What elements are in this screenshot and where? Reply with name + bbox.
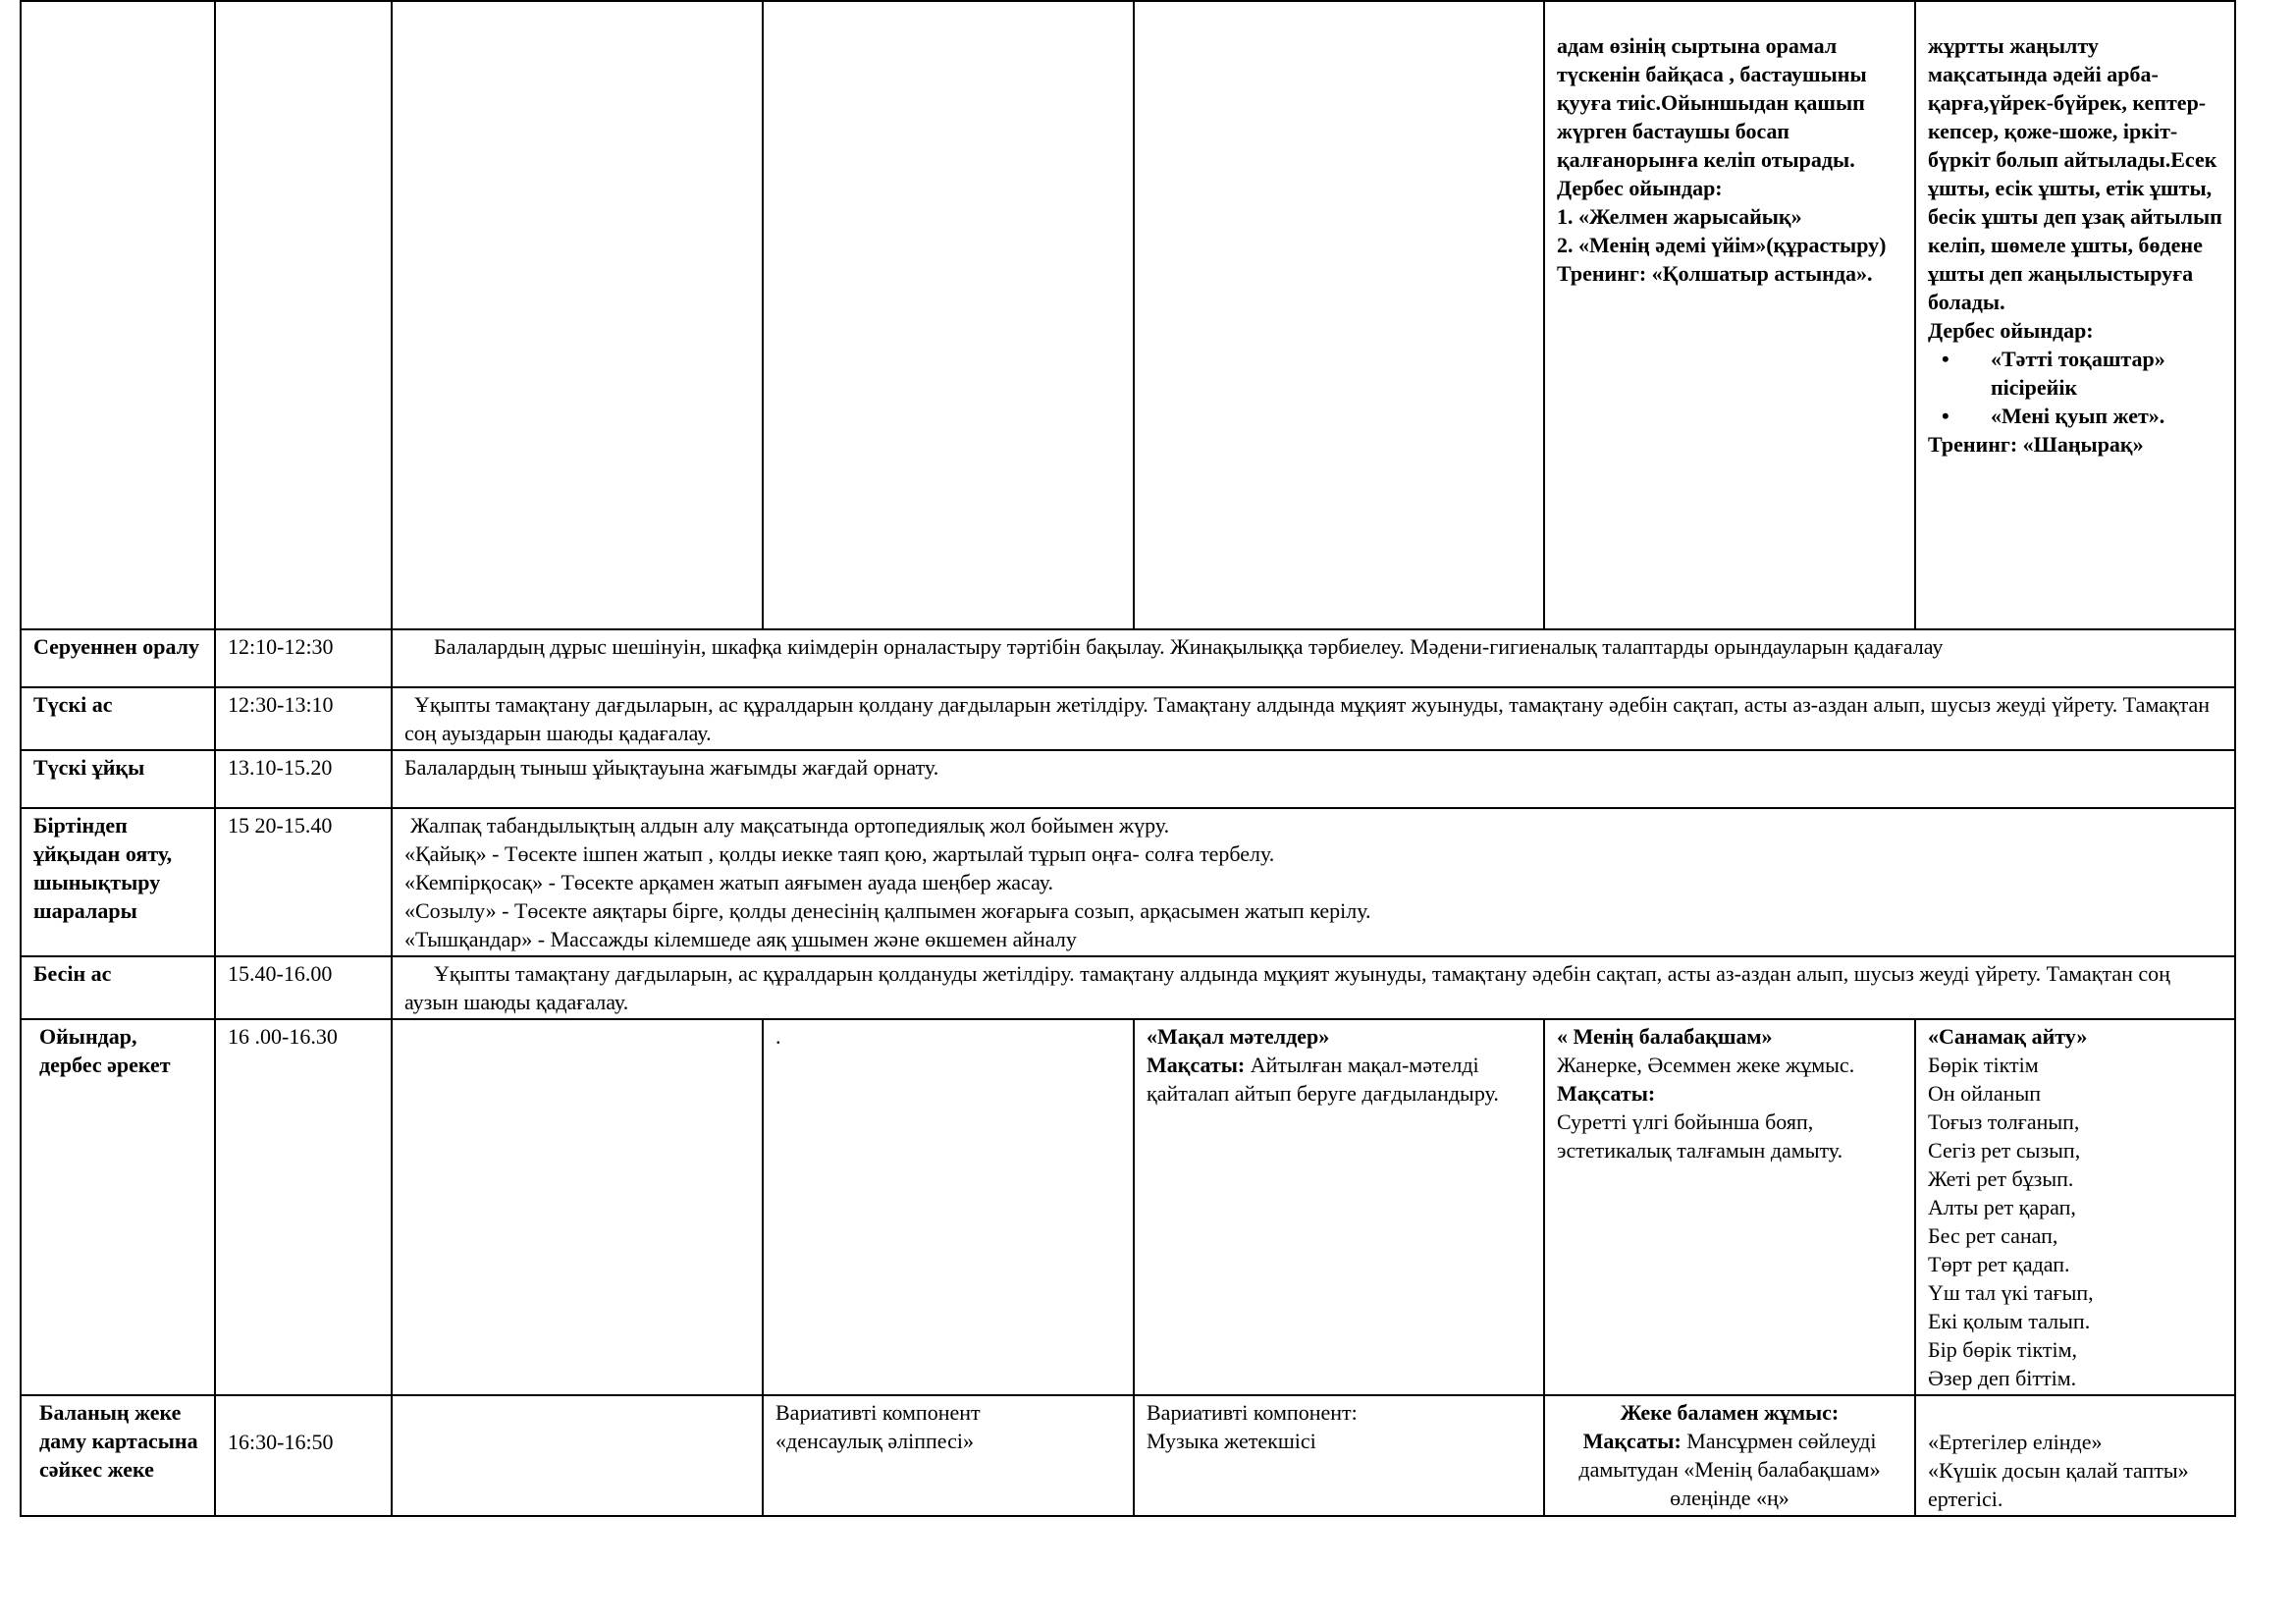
continuation-row xyxy=(21,1,2235,629)
rhyme-line: Алты рет қарап, xyxy=(1928,1195,2076,1219)
tongue-twister-text: жұртты жаңылту мақсатында әдейі арба-қарға,үйрек-бүйрек, кептер- кепсер, қоже-шоже, іркіт- бүркіт болып айтылады.Есек ұшты, есік ұшты, етік ұшты, бесік ұшты деп ұзақ айтылып келіп, шөмеле ұшты, бөдене ұшты деп жаңылыстыруға болады. xyxy=(1928,33,2222,314)
rhyme-line: Бес рет санап, xyxy=(1928,1223,2058,1248)
game-description-text: адам өзінің сыртына орамал түскенін байқаса , бастаушыны қууға тиіс.Ойыншыдан қашып жүрген бастаушы босап қалғанорынға келіп отырады. xyxy=(1557,33,1867,172)
my-kindergarten-cell xyxy=(1544,1019,1915,1395)
independent-games-heading: Дербес ойындар: xyxy=(1928,318,2094,343)
fairy-tale-line: «Күшік досын қалай тапты» ертегісі. xyxy=(1928,1458,2189,1511)
games-cell: . xyxy=(763,1019,1134,1395)
empty-cell xyxy=(1134,1,1544,629)
counting-rhyme-title: «Санамақ айту» xyxy=(1928,1024,2088,1049)
activity-description: Ұқыпты тамақтану дағдыларын, ас құралдарын қолдануды жетілдіру. тамақтану алдында мұқият жуынуды, тамақтану әдебін сақтап, асты аз-аздан алып, шусыз жеуді үйрету. Тамақтан соң аузын шаюды қадағалау. xyxy=(392,956,2235,1019)
table-row xyxy=(21,629,2235,687)
activity-line: «Созылу» - Төсекте аяқтары бірге, қолды денесінің қалпымен жоғарыға созып, арқасымен жатып керілу. xyxy=(404,898,1371,923)
activity-description: Балалардың тыныш ұйықтауына жағымды жағдай орнату. xyxy=(392,750,2235,808)
activity-time: 16 .00-16.30 xyxy=(215,1019,392,1395)
proverbs-cell xyxy=(1134,1019,1544,1395)
rhyme-line: Сегіз рет сызып, xyxy=(1928,1138,2081,1163)
activity-time: 15 20-15.40 xyxy=(215,808,392,956)
goal-text: Мансұрмен сөйлеуді дамытудан «Менің балабақшам» өлеңінде «ң» xyxy=(1578,1429,1881,1510)
game-item: 2. «Менің әдемі үйім»(құрастыру) xyxy=(1557,233,1887,257)
variative-component-cell xyxy=(763,1395,1134,1516)
activity-description xyxy=(392,808,2235,956)
activity-description-text: Ұқыпты тамақтану дағдыларын, ас құралдарын қолдану дағдыларын жетілдіру. Тамақтану алдында мұқият жуынуды, тамақтану әдебін сақтап, асты аз-аздан алып, шусыз жеуді үйрету. Тамақтан соң ауыздарын шаюды қадағалау. xyxy=(404,692,2211,745)
activity-name: Ойындар, дербес әрекет xyxy=(21,1019,215,1395)
proverbs-title: «Мақал мәтелдер» xyxy=(1147,1024,1330,1049)
training-text: Тренинг: «Шаңырақ» xyxy=(1928,432,2144,457)
table-row xyxy=(21,1395,2235,1516)
activity-time: 16:30-16:50 xyxy=(215,1395,392,1516)
training-text: Тренинг: «Қолшатыр астында». xyxy=(1557,261,1873,286)
table-row xyxy=(21,750,2235,808)
game-item: 1. «Желмен жарысайық» xyxy=(1557,204,1802,229)
my-kindergarten-title: « Менің балабақшам» xyxy=(1557,1024,1773,1049)
game-item: • «Мені қуып жет». xyxy=(1991,402,2222,430)
individual-work-cell xyxy=(1544,1395,1915,1516)
activity-description: Балалардың дұрыс шешінуін, шкафқа киімдерін орналастыру тәртібін бақылау. Жинақылыққа тәрбиелеу. Мәдени-гигиеналық талаптарды орындауларын қадағалау xyxy=(392,629,2235,687)
rhyme-line: Тоғыз толғанып, xyxy=(1928,1110,2080,1134)
counting-rhyme-cell xyxy=(1915,1019,2235,1395)
activity-time: 15.40-16.00 xyxy=(215,956,392,1019)
activity-line: Жалпақ табандылықтың алдын алу мақсатында ортопедиялық жол бойымен жүру. xyxy=(410,813,1170,838)
variative-topic: «денсаулық әліппесі» xyxy=(775,1429,974,1453)
rhyme-line: Екі қолым талып. xyxy=(1928,1309,2091,1333)
empty-cell xyxy=(392,1,763,629)
table-row xyxy=(21,956,2235,1019)
variative-component-cell xyxy=(1134,1395,1544,1516)
activity-description xyxy=(392,687,2235,750)
empty-cell xyxy=(215,1,392,629)
activity-time: 13.10-15.20 xyxy=(215,750,392,808)
table-row xyxy=(21,687,2235,750)
variative-topic: Музыка жетекшісі xyxy=(1147,1429,1316,1453)
variative-label: Вариативті компонент xyxy=(775,1400,981,1425)
fairy-tale-cell xyxy=(1915,1395,2235,1516)
goal-label: Мақсаты: xyxy=(1582,1429,1682,1453)
individual-work-title: Жеке баламен жұмыс: xyxy=(1620,1400,1840,1425)
rhyme-line: Үш тал үкі тағып, xyxy=(1928,1280,2094,1305)
activity-name: Түскі ұйқы xyxy=(21,750,215,808)
individual-work-text: Жанерке, Әсеммен жеке жұмыс. xyxy=(1557,1053,1855,1077)
game-description-cell xyxy=(1544,1,1915,629)
activity-name: Біртіндеп ұйқыдан ояту, шынықтыру шаралары xyxy=(21,808,215,956)
rhyme-line: Төрт рет қадап. xyxy=(1928,1252,2070,1276)
rhyme-line: Әзер деп біттім. xyxy=(1928,1366,2077,1390)
activity-time: 12:10-12:30 xyxy=(215,629,392,687)
empty-cell xyxy=(392,1395,763,1516)
activity-name: Серуеннен оралу xyxy=(21,629,215,687)
goal-text: Айтылған мақал-мәтелді қайталап айтып беруге дағдыландыру. xyxy=(1147,1053,1499,1106)
empty-cell xyxy=(763,1,1134,629)
goal-label: Мақсаты: xyxy=(1147,1053,1246,1077)
empty-cell xyxy=(21,1,215,629)
rhyme-line: Он ойланып xyxy=(1928,1081,2042,1106)
activity-name: Баланың жеке даму картасына сәйкес жеке xyxy=(21,1395,215,1516)
empty-cell xyxy=(392,1019,763,1395)
independent-games-heading: Дербес ойындар: xyxy=(1557,176,1723,200)
fairy-tale-line: «Ертегілер елінде» xyxy=(1928,1430,2103,1454)
activity-line: «Тышқандар» - Массажды кілемшеде аяқ ұшымен және өкшемен айналу xyxy=(404,927,1077,951)
daily-plan-table xyxy=(20,0,2236,1517)
game-list xyxy=(1928,345,2222,430)
variative-label: Вариативті компонент: xyxy=(1147,1400,1358,1425)
tongue-twister-cell xyxy=(1915,1,2235,629)
activity-name: Түскі ас xyxy=(21,687,215,750)
rhyme-line: Жеті рет бұзып. xyxy=(1928,1166,2074,1191)
rhyme-line: Бөрік тіктім xyxy=(1928,1053,2039,1077)
activity-name: Бесін ас xyxy=(21,956,215,1019)
activity-time: 12:30-13:10 xyxy=(215,687,392,750)
game-item: • «Тәтті тоқаштар» пісірейік xyxy=(1991,345,2222,402)
activity-line: «Кемпірқосақ» - Төсекте арқамен жатып аяғымен ауада шеңбер жасау. xyxy=(404,870,1054,894)
goal-label: Мақсаты: xyxy=(1557,1081,1656,1106)
activity-line: «Қайық» - Төсекте ішпен жатып , қолды иекке таяп қою, жартылай тұрып оңға- солға тербелу. xyxy=(404,841,1275,866)
table-row xyxy=(21,1019,2235,1395)
goal-text: Суретті үлгі бойынша бояп, эстетикалық талғамын дамыту. xyxy=(1557,1110,1843,1163)
rhyme-line: Бір бөрік тіктім, xyxy=(1928,1337,2078,1362)
table-row xyxy=(21,808,2235,956)
